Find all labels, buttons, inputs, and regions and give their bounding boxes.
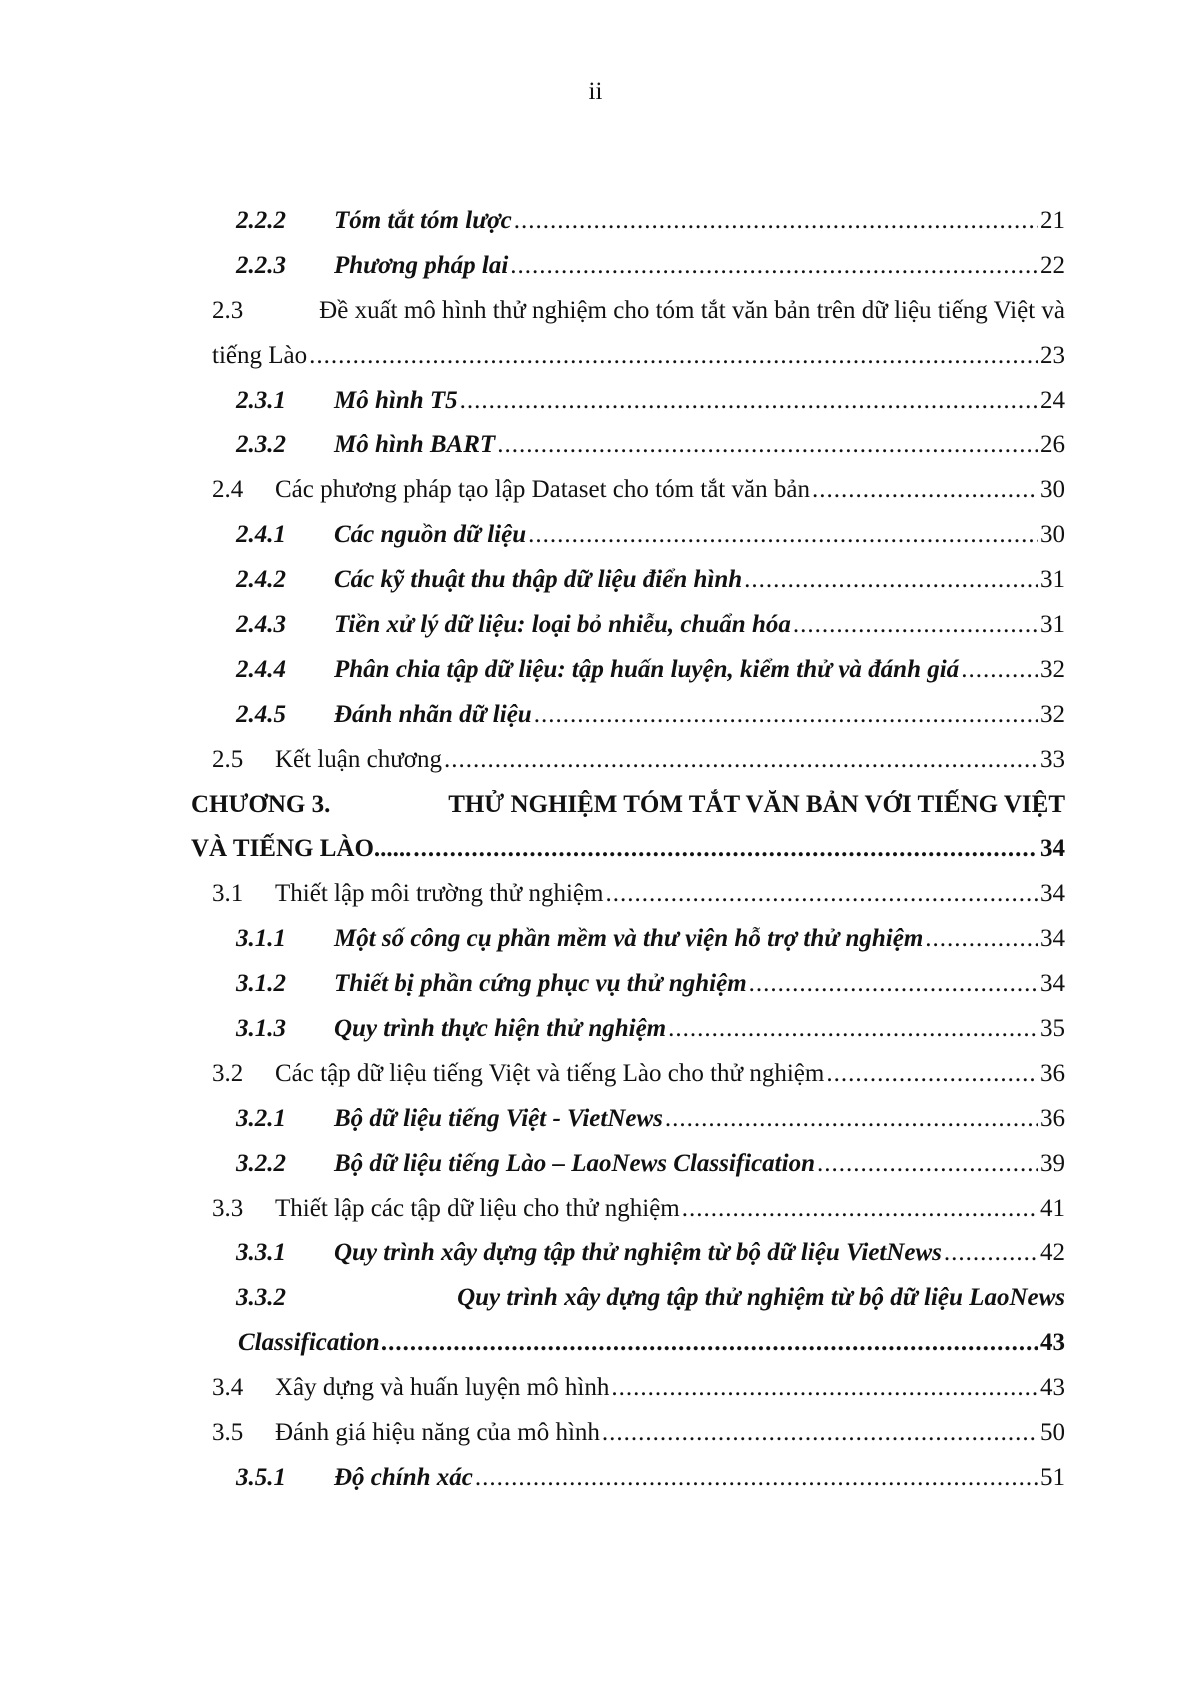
dot-leader [925,917,1038,962]
dot-leader [812,468,1038,513]
toc-entry[interactable] [191,1097,1065,1142]
toc-entry-page: 39 [1040,1149,1065,1177]
toc-entry-number: 3.1.1 [236,925,286,953]
toc-entry[interactable] [191,379,1065,424]
toc-entry-number: 2.4.5 [236,700,286,728]
dot-leader [668,1007,1038,1052]
toc-entry-continuation[interactable] [191,827,1065,872]
toc-entry[interactable] [191,1276,1065,1321]
dot-leader [444,738,1038,783]
toc-entry-number: 3.3 [212,1194,244,1222]
toc-entry-title[interactable]: Quy trình thực hiện thử nghiệm [334,1015,667,1043]
toc-entry-number: 3.2.1 [236,1104,286,1132]
dot-leader [528,513,1038,558]
toc-entry[interactable] [191,1231,1065,1276]
toc-entry-page: 41 [1040,1194,1065,1222]
dot-leader [944,1231,1038,1276]
toc-entry-page: 42 [1040,1239,1065,1267]
toc-entry-page: 30 [1040,521,1065,549]
toc-entry-number: 2.3 [212,296,244,324]
toc-entry[interactable] [191,289,1065,334]
toc-entry[interactable] [191,962,1065,1007]
toc-entry-number: 3.2 [212,1059,244,1087]
toc-entry-title[interactable]: Đánh nhãn dữ liệu [334,700,532,728]
toc-entry-page: 32 [1040,700,1065,728]
toc-entry-page: 24 [1040,386,1065,414]
toc-entry[interactable] [191,693,1065,738]
toc-entry-title[interactable]: Đề xuất mô hình thử nghiệm cho tóm tắt văn bản trên dữ liệu tiếng Việt và [319,296,1065,324]
toc-entry-number: CHƯƠNG 3. [191,790,331,818]
toc-entry[interactable] [191,872,1065,917]
toc-entry-title[interactable]: Các kỹ thuật thu thập dữ liệu điển hình [334,566,743,594]
toc-entry-continuation[interactable] [191,334,1065,379]
toc-entry-title[interactable]: Kết luận chương [275,745,443,773]
toc-entry-number: 2.2.2 [236,207,286,234]
toc-entry[interactable] [191,783,1065,828]
toc-entry-page: 36 [1040,1104,1065,1132]
toc-entry-number: 3.3.2 [236,1284,286,1312]
toc-entry-page: 43 [1040,1329,1065,1357]
toc-entry-number: 3.1.2 [236,970,286,998]
dot-leader [749,962,1038,1007]
toc-entry-number: 3.1 [212,880,244,908]
toc-entry-page: 31 [1040,611,1065,639]
toc-entry-title[interactable]: Phương pháp lai [334,251,509,279]
toc-entry-title[interactable]: Quy trình xây dựng tập thử nghiệm từ bộ dữ liệu LaoNews [457,1284,1065,1312]
toc-entry-title[interactable]: Phân chia tập dữ liệu: tập huấn luyện, kiểm thử và đánh giá [334,655,960,683]
dot-leader [460,379,1038,424]
toc-entry-number: 2.4.3 [236,611,286,639]
toc-entry-number: 2.2.3 [236,251,286,279]
toc-entry-number: 3.2.2 [236,1149,286,1177]
toc-entry-title[interactable]: Thiết bị phần cứng phục vụ thử nghiệm [334,970,747,998]
toc-entry[interactable] [191,423,1065,468]
toc-entry[interactable] [191,648,1065,693]
dot-leader [826,1052,1038,1097]
toc-entry-page: 21 [1040,207,1065,234]
toc-entry-number: 2.4.2 [236,566,286,594]
toc-entry-number: 3.5 [212,1419,244,1447]
toc-entry-page: 34 [1040,880,1065,908]
toc-entry-page: 26 [1040,431,1065,459]
toc-entry[interactable] [191,1007,1065,1052]
toc-entry-title-cont[interactable]: Classification [238,1329,380,1357]
toc-entry-page: 30 [1040,476,1065,504]
toc-entry-title-cont[interactable]: VÀ TIẾNG LÀO...... [191,835,412,863]
toc-entry-page: 22 [1040,251,1065,279]
toc-entry-number: 2.4.4 [236,655,286,683]
toc-entry-title[interactable]: Mô hình BART [334,431,496,459]
toc-entry-number: 3.1.3 [236,1015,286,1043]
toc-entry-number: 3.3.1 [236,1239,286,1267]
dot-leader [682,1187,1038,1232]
dot-leader [475,1456,1038,1501]
toc-entry[interactable] [191,468,1065,513]
toc-entry-number: 2.5 [212,745,244,773]
toc-entry-page: 36 [1040,1059,1065,1087]
toc-entry-page: 34 [1040,925,1065,953]
toc-entry-title[interactable]: THỬ NGHIỆM TÓM TẮT VĂN BẢN VỚI TIẾNG VIỆT [448,790,1065,818]
toc-entry-title[interactable]: Tiền xử lý dữ liệu: loại bỏ nhiễu, chuẩn hóa [334,611,791,639]
dot-leader [309,334,1038,379]
toc-entry-title[interactable]: Các phương pháp tạo lập Dataset cho tóm tắt văn bản [275,476,810,504]
toc-entry-title-cont[interactable]: tiếng Lào [212,341,308,369]
toc-entry-title[interactable]: Độ chính xác [334,1463,473,1491]
toc-entry[interactable] [191,1456,1065,1501]
toc-entry[interactable] [191,917,1065,962]
toc-entry[interactable] [191,738,1065,783]
toc-entry-continuation[interactable] [191,1321,1065,1366]
toc-entry-page: 33 [1040,745,1065,773]
dot-leader [382,1321,1038,1366]
dot-leader [514,199,1038,244]
toc-entry-title[interactable]: Đánh giá hiệu năng của mô hình [275,1419,600,1447]
toc-entry[interactable] [191,558,1065,603]
toc-entry-title[interactable]: Một số công cụ phần mềm và thư viện hỗ trợ thử nghiệm [334,925,924,953]
toc-entry[interactable] [191,603,1065,648]
toc-entry[interactable] [191,513,1065,558]
toc-entry[interactable] [191,1142,1065,1187]
dot-leader [961,648,1038,693]
toc-entry-page: 50 [1040,1419,1065,1447]
dot-leader [413,827,1038,872]
toc-entry-number: 2.3.1 [236,386,286,414]
dot-leader [497,423,1038,468]
toc-entry[interactable] [191,1052,1065,1097]
dot-leader [744,558,1038,603]
toc-entry[interactable] [191,1187,1065,1232]
dot-leader [665,1097,1038,1142]
toc-entry-title[interactable]: Các nguồn dữ liệu [334,521,527,549]
toc-entry-page: 31 [1040,566,1065,594]
page-number: ii [588,78,603,105]
toc-entry-number: 2.3.2 [236,431,286,459]
table-of-contents [191,199,1065,1501]
dot-leader [611,1366,1038,1411]
dot-leader [510,244,1038,289]
toc-entry-title[interactable]: Thiết lập các tập dữ liệu cho thử nghiệm [275,1194,680,1222]
toc-entry-page: 34 [1040,835,1065,863]
toc-entry-title[interactable]: Tóm tắt tóm lược [334,207,512,234]
toc-entry-page: 23 [1040,341,1065,369]
toc-entry[interactable] [191,244,1065,289]
toc-entry-number: 3.4 [212,1374,244,1402]
toc-entry[interactable] [191,1411,1065,1456]
toc-entry-title[interactable]: Thiết lập môi trường thử nghiệm [275,880,604,908]
dot-leader [817,1142,1038,1187]
toc-entry[interactable] [191,199,1065,244]
toc-entry-title[interactable]: Xây dựng và huấn luyện mô hình [275,1374,610,1402]
dot-leader [793,603,1038,648]
toc-entry-page: 43 [1040,1374,1065,1402]
dot-leader [602,1411,1038,1456]
dot-leader [605,872,1038,917]
toc-entry-title[interactable]: Quy trình xây dựng tập thử nghiệm từ bộ dữ liệu VietNews [334,1239,942,1267]
toc-entry-title[interactable]: Mô hình T5 [334,386,458,414]
toc-entry-page: 34 [1040,970,1065,998]
toc-entry-number: 2.4.1 [236,521,286,549]
toc-entry-number: 2.4 [212,476,244,504]
toc-entry-page: 32 [1040,655,1065,683]
dot-leader [534,693,1038,738]
toc-entry-title[interactable]: Bộ dữ liệu tiếng Việt - VietNews [334,1104,663,1132]
toc-entry-title[interactable]: Bộ dữ liệu tiếng Lào – LaoNews Classification [334,1149,815,1177]
toc-entry-title[interactable]: Các tập dữ liệu tiếng Việt và tiếng Lào cho thử nghiệm [275,1059,825,1087]
toc-entry-page: 35 [1040,1015,1065,1043]
toc-entry[interactable] [191,1366,1065,1411]
toc-entry-page: 51 [1040,1463,1065,1491]
toc-entry-number: 3.5.1 [236,1463,286,1491]
